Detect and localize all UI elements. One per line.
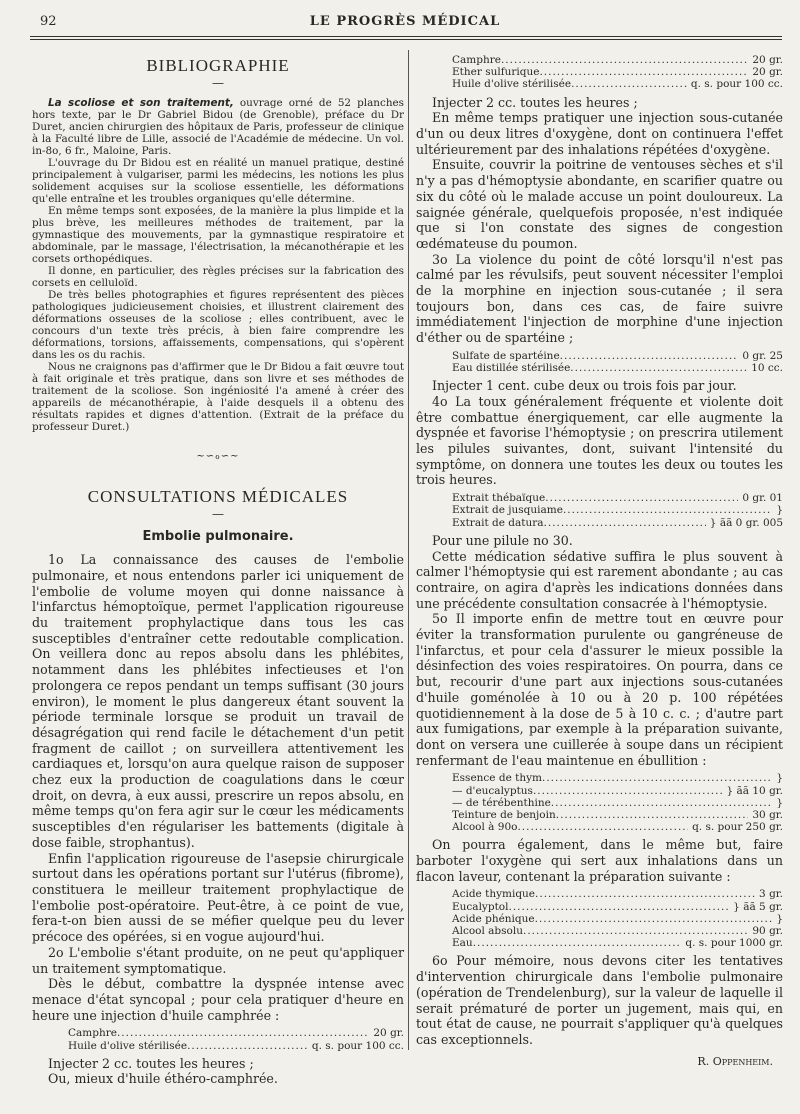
- article-paragraph: Dès le début, combattre la dyspnée intense avec menace d'état syncopal ; pour cela pratiquer d'heure en heure une injection d'huile camphrée :: [32, 976, 404, 1023]
- ingredient-name: Ether sulfurique: [452, 66, 540, 79]
- leader-dots: [535, 913, 773, 925]
- prescription-row: [452, 54, 783, 66]
- ingredient-quantity: } ãã 5 gr.: [733, 900, 783, 913]
- review-paragraph: Il donne, en particulier, des règles précises sur la fabrication des corsets en celluloïd.: [32, 265, 404, 290]
- ingredient-name: Extrait de jusquiame: [452, 504, 563, 517]
- ingredient-quantity: 20 gr.: [373, 1027, 404, 1040]
- review-paragraph: L'ouvrage du Dr Bidou est en réalité un manuel pratique, destiné principalement à vulgariser, parmi les médecins, les notions les plus solidement acquises sur la scoliose essentielle, les déformations qu'elle entraîne et les troubles organiques qu'elle détermine.: [32, 157, 404, 206]
- ingredient-quantity: } ãã 0 gr. 005: [709, 516, 783, 529]
- ingredient-quantity: q. s. pour 100 cc.: [690, 78, 783, 91]
- left-column: [32, 48, 404, 1087]
- ingredient-name: Acide phénique: [452, 912, 535, 925]
- ingredient-name: Camphre: [68, 1027, 117, 1040]
- book-title: La scoliose et son traitement,: [48, 97, 234, 110]
- review-paragraph: De très belles photographies et figures représentent des pièces pathologiques judicieusement choisies, et illustrent clairement des déformations osseuses de la scoliose ; elles contribuent, avec le concours d'un texte très précis, à bien faire comprendre les déformations, torsions, affaissements, compensations, qui s'opèrent dans les os du rachis.: [32, 289, 404, 362]
- ingredient-quantity: } ãã 10 gr.: [726, 784, 783, 797]
- leader-dots: [508, 901, 729, 913]
- prescription-row: [452, 937, 783, 949]
- ingredient-quantity: }: [776, 796, 783, 809]
- ingredient-name: Huile d'olive stérilisée: [68, 1039, 188, 1052]
- ingredient-name: Acide thymique: [452, 888, 536, 901]
- ingredient-name: Extrait thébaïque: [452, 492, 546, 505]
- leader-dots: [570, 362, 747, 374]
- running-header: [30, 12, 780, 34]
- ingredient-name: Teinture de benjoin: [452, 808, 556, 821]
- leader-dots: [523, 925, 748, 937]
- leader-dots: [533, 785, 723, 797]
- article-paragraph: 2o L'embolie s'étant produite, on ne peut qu'appliquer un traitement symptomatique.: [32, 944, 404, 976]
- column-divider: [408, 50, 409, 1050]
- section-ornament: ~∽ℴ∽~: [196, 451, 240, 463]
- ingredient-quantity: 10 cc.: [751, 362, 783, 375]
- ingredient-name: Eucalyptol: [452, 900, 509, 913]
- heading-dash: —: [212, 506, 224, 521]
- prescription-row: [452, 888, 783, 900]
- prescription-block: [452, 350, 783, 374]
- article-paragraph: Injecter 2 cc. toutes les heures ;: [432, 94, 638, 110]
- ingredient-quantity: 30 gr.: [752, 808, 783, 821]
- ingredient-name: Eau distillée stérilisée: [452, 362, 571, 375]
- ingredient-name: Camphre: [452, 54, 501, 66]
- prescription-row: [452, 772, 783, 784]
- article-paragraph: 6o Pour mémoire, nous devons citer les tentatives d'intervention chirurgicale dans l'embolie pulmonaire (opération de Trendelenburg), sur la valeur de laquelle il serait prématuré de porter un jugement, mais qui, en tout état de cause, ne pourrait s'appliquer qu'à quelques cas exceptionnels.: [416, 953, 783, 1047]
- prescription-row: [452, 350, 783, 362]
- page-number: 92: [40, 14, 57, 29]
- ingredient-quantity: q. s. pour 1000 gr.: [685, 937, 783, 950]
- prescription-block: [452, 492, 783, 529]
- bibliography-heading: BIBLIOGRAPHIE: [146, 56, 290, 75]
- ingredient-name: Extrait de datura: [452, 516, 544, 529]
- prescription-block: [68, 1027, 404, 1051]
- ingredient-quantity: 3 gr.: [759, 888, 783, 901]
- book-review: [32, 97, 404, 433]
- article-subtitle: Embolie pulmonaire.: [142, 528, 294, 544]
- ingredient-name: Huile d'olive stérilisée: [452, 78, 572, 91]
- leader-dots: [535, 888, 755, 900]
- prescription-row: [452, 821, 783, 833]
- ingredient-quantity: }: [776, 912, 783, 925]
- leader-dots: [544, 517, 706, 529]
- leader-dots: [187, 1040, 308, 1052]
- book-reference: ouvrage orné de 52 planches hors texte, par le Dr Gabriel Bidou (de Grenoble), préface du Dr Duret, ancien chirurgien des hôpitaux de Paris, professeur de clinique à la Faculté libre de Lille, associé de l'Académie de médecine. Un vol. in-8o, 6 fr., Maloine, Paris.: [32, 97, 404, 158]
- article-paragraph: Injecter 1 cent. cube deux ou trois fois par jour.: [432, 378, 737, 394]
- prescription-row: [452, 78, 783, 90]
- header-rule-top: [30, 36, 782, 37]
- ingredient-quantity: 20 gr.: [752, 66, 783, 79]
- review-paragraph: Nous ne craignons pas d'affirmer que le Dr Bidou a fait œuvre tout à fait originale et très pratique, dans son livre et ses méthodes de traitement de la scoliose. Son ingéniosité l'a amené à créer des appareils de mécanothérapie, à l'aide desquels il a obtenu des résultats rapides et dignes d'attention. (Extrait de la préface du professeur Duret.): [32, 361, 404, 434]
- ingredient-name: — de térébenthine: [452, 796, 551, 809]
- article-paragraph: On pourra également, dans le même but, faire barboter l'oxygène qui sert aux inhalations dans un flacon laveur, contenant la préparation suivante :: [416, 837, 783, 884]
- right-column: [416, 48, 783, 1069]
- prescription-row: [452, 809, 783, 821]
- ingredient-quantity: 90 gr.: [752, 925, 783, 938]
- article-paragraph: Ou, mieux d'huile éthéro-camphrée.: [48, 1071, 278, 1087]
- prescription-row: [452, 517, 783, 529]
- author-signature: R. Oppenheim.: [697, 1054, 773, 1068]
- article-paragraph: Pour une pilule no 30.: [432, 532, 573, 548]
- ingredient-name: Essence de thym: [452, 772, 542, 785]
- leader-dots: [501, 54, 748, 66]
- consultations-heading: CONSULTATIONS MÉDICALES: [87, 487, 349, 507]
- prescription-row: [452, 492, 783, 504]
- prescription-row: [68, 1040, 404, 1052]
- ingredient-name: Eau: [452, 937, 473, 950]
- prescription-row: [452, 925, 783, 937]
- leader-dots: [539, 66, 748, 78]
- article-paragraph: 5o Il importe enfin de mettre tout en œuvre pour éviter la transformation purulente ou gangréneuse de l'infarctus, et pour cela d'assurer le mieux possible la désinfection des voies respiratoires. On pourra, dans ce but, recourir d'une part aux injections sous-cutanées d'huile goménolée à 10 ou à 20 p. 100 répétées quotidiennement à la dose de 5 à 10 c. c. ; d'autre part aux fumigations, par exemple à la préparation suivante, dont on versera une cuillerée à soupe dans un récipient renfermant de l'eau maintenue en ébullition :: [416, 611, 783, 768]
- prescription-row: [452, 66, 783, 78]
- book-entry: [32, 97, 404, 157]
- leader-dots: [542, 772, 772, 784]
- heading-dash: —: [212, 75, 224, 90]
- journal-title: LE PROGRÈS MÉDICAL: [309, 14, 501, 29]
- leader-dots: [551, 797, 773, 809]
- ingredient-quantity: 20 gr.: [752, 54, 783, 66]
- leader-dots: [563, 504, 772, 516]
- prescription-row: [452, 901, 783, 913]
- prescription-row: [452, 913, 783, 925]
- leader-dots: [556, 809, 749, 821]
- prescription-row: [68, 1027, 404, 1039]
- ingredient-quantity: 0 gr. 01: [742, 492, 783, 505]
- prescription-block: [452, 772, 783, 833]
- article-paragraph: Ensuite, couvrir la poitrine de ventouses sèches et s'il n'y a pas d'hémoptysie abondante, en scarifier quatre ou six du côté où le malade accuse un point douloureux. La saignée générale, quelquefois proposée, n'est indiquée que si l'on constate des signes de congestion œdémateuse du poumon.: [416, 157, 783, 251]
- ingredient-quantity: }: [776, 772, 783, 785]
- leader-dots: [560, 350, 739, 362]
- ingredient-name: Sulfate de spartéine: [452, 349, 560, 362]
- article-paragraph: Cette médication sédative suffira le plus souvent à calmer l'hémoptysie qui est rarement abondante ; au cas contraire, on agira d'après les indications données dans une précédente consultation consacrée à l'hémoptysie.: [416, 548, 783, 611]
- ingredient-quantity: q. s. pour 100 cc.: [311, 1039, 404, 1052]
- header-rule-bottom: [30, 39, 782, 40]
- prescription-block: [452, 54, 783, 91]
- article-paragraph: 1o La connaissance des causes de l'embolie pulmonaire, et nous entendons parler ici uniquement de l'embolie de volume moyen qui donne naissance à l'infarctus hémoptoïque, permet l'application rigoureuse du traitement prophylactique dans tous les cas susceptibles d'entraîner cette redoutable complication. On veillera donc au repos absolu dans les phlébites, notamment dans les phlébites infectieuses et l'on prolongera ce repos pendant un temps suffisant (30 jours environ), le moment le plus dangereux étant souvent la période terminale lorsque se produit un travail de désagrégation qui rend facile le détachement d'un petit fragment de caillot ; on surveillera attentivement les cardiaques et, lorsqu'on aura quelque raison de supposer chez eux la production de coagulations dans le cœur droit, on devra, à eux aussi, prescrire un repos absolu, en même temps qu'on fera agir sur le cœur les médicaments susceptibles d'en régulariser les battements (digitale à dose faible, strophantus).: [32, 552, 404, 850]
- leader-dots: [571, 78, 687, 90]
- prescription-row: [452, 785, 783, 797]
- ingredient-name: — d'eucalyptus: [452, 784, 533, 797]
- prescription-block: [452, 888, 783, 949]
- ingredient-quantity: }: [776, 504, 783, 517]
- article-paragraph: 4o La toux généralement fréquente et violente doit être combattue énergiquement, car elle augmente la dyspnée et favorise l'hémoptysie ; on prescrira utilement les pilules suivantes, dont, suivant l'intensité du symptôme, on donnera une toutes les deux ou toutes les trois heures.: [416, 393, 783, 488]
- ingredient-quantity: q. s. pour 250 gr.: [692, 821, 783, 834]
- prescription-row: [452, 504, 783, 516]
- review-paragraph: En même temps sont exposées, de la manière la plus limpide et la plus brève, les meilleures méthodes de traitement, par la gymnastique des mouvements, par la gymnastique respiratoire et abdominale, par le massage, l'électrisation, la mécanothérapie et les corsets orthopédiques.: [32, 205, 404, 266]
- article-paragraph: Injecter 2 cc. toutes les heures ;: [48, 1055, 254, 1071]
- prescription-row: [452, 797, 783, 809]
- ingredient-quantity: 0 gr. 25: [742, 349, 783, 362]
- article-paragraph: Enfin l'application rigoureuse de l'asepsie chirurgicale surtout dans les opérations portant sur l'utérus (fibrome), constituera le meilleur traitement prophylactique de l'embolie post-opératoire. Peut-être, à ce point de vue, fera-t-on bien aussi de se méfier quelque peu du lever précoce des opérées, si en vogue aujourd'hui.: [32, 850, 404, 945]
- ingredient-name: Alcool à 90o: [452, 821, 518, 834]
- prescription-row: [452, 362, 783, 374]
- ingredient-name: Alcool absolu: [452, 925, 523, 938]
- leader-dots: [473, 937, 682, 949]
- leader-dots: [517, 821, 688, 833]
- article-paragraph: 3o La violence du point de côté lorsqu'il n'est pas calmé par les révulsifs, peut souvent nécessiter l'emploi de la morphine en injection sous-cutanée ; il sera toujours bon, dans ces cas, de faire suivre immédiatement l'injection de morphine d'une injection d'éther ou de spartéine ;: [416, 251, 783, 346]
- article-paragraph: En même temps pratiquer une injection sous-cutanée d'un ou deux litres d'oxygène, dont on continuera l'effet ultérieurement par des inhalations répétées d'oxygène.: [416, 110, 783, 157]
- leader-dots: [117, 1027, 369, 1039]
- leader-dots: [545, 492, 738, 504]
